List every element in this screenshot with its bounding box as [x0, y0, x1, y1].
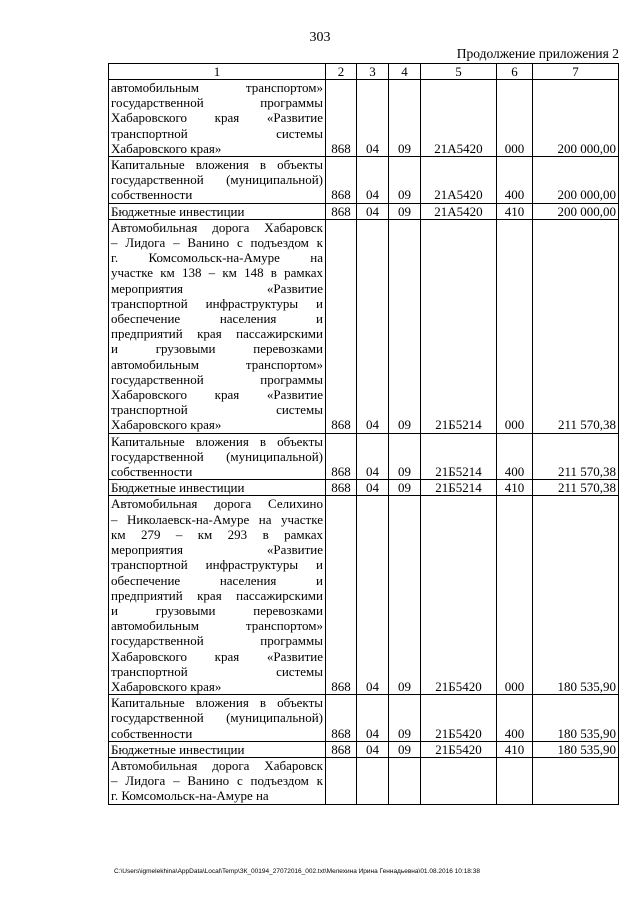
- item-name-line: обеспечение населения и: [111, 311, 323, 327]
- subsection-cell: 09: [389, 203, 421, 219]
- admin-code-cell: 868: [326, 433, 357, 480]
- item-name-cell: [109, 203, 326, 219]
- target-article-cell: 21Б5214: [421, 433, 497, 480]
- expense-type-cell: 410: [497, 741, 533, 757]
- section-cell: 04: [357, 157, 389, 204]
- item-name-line: мероприятия «Развитие: [111, 280, 323, 296]
- item-name-line: Автомобильная дорога Хабаровск: [111, 219, 323, 235]
- item-name-line: Хабаровского края»: [111, 678, 222, 694]
- amount-cell: 211 570,38: [533, 480, 619, 496]
- admin-code-cell: 868: [326, 219, 357, 433]
- item-name-line: транспортной системы: [111, 402, 323, 418]
- expense-type-cell: 000: [497, 80, 533, 157]
- header-cell: 4: [389, 64, 421, 80]
- table-row: [109, 695, 619, 742]
- item-name-cell: [109, 496, 326, 695]
- table-row: [109, 757, 619, 804]
- section-cell: 04: [357, 741, 389, 757]
- item-name-cell: [109, 695, 326, 742]
- target-article-cell: 21Б5420: [421, 695, 497, 742]
- item-name-line: транспортной инфраструктуры и: [111, 557, 323, 573]
- item-name-cell: [109, 480, 326, 496]
- item-name-line: автомобильным транспортом»: [111, 356, 323, 372]
- item-name-line: Хабаровского края «Развитие: [111, 648, 323, 664]
- amount-cell: 200 000,00: [533, 203, 619, 219]
- subsection-cell: 09: [389, 157, 421, 204]
- subsection-cell: 09: [389, 695, 421, 742]
- table-row: [109, 741, 619, 757]
- item-name-line: государственной (муниципальной): [111, 710, 323, 726]
- item-name-line: Хабаровского края «Развитие: [111, 387, 323, 403]
- expense-type-cell: 410: [497, 480, 533, 496]
- item-name-line: государственной программы: [111, 95, 323, 111]
- expense-type-cell: 400: [497, 433, 533, 480]
- item-name-line: Хабаровского края»: [111, 140, 222, 156]
- item-name-line: Бюджетные инвестиции: [111, 741, 245, 757]
- page-number: 303: [309, 30, 331, 45]
- item-name-cell: [109, 433, 326, 480]
- admin-code-cell: 868: [326, 741, 357, 757]
- header-cell: 7: [533, 64, 619, 80]
- target-article-cell: 21А5420: [421, 203, 497, 219]
- target-article-cell: 21А5420: [421, 80, 497, 157]
- table-row: [109, 219, 619, 433]
- item-name-line: транспортной системы: [111, 125, 323, 141]
- item-name-cell: [109, 157, 326, 204]
- admin-code-cell: 868: [326, 496, 357, 695]
- budget-table: [108, 63, 619, 805]
- item-name-line: Хабаровского края «Развитие: [111, 110, 323, 126]
- target-article-cell: 21А5420: [421, 157, 497, 204]
- admin-code-cell: [326, 757, 357, 804]
- item-name-line: государственной (муниципальной): [111, 172, 323, 188]
- header-cell: 6: [497, 64, 533, 80]
- file-path-footer: C:\Users\igmelekhina\AppData\Local\Temp\ЗК_00194_27072016_002.txt\Мелехина Ирина Геннадьевна\01.08.2016 10:18:38: [114, 868, 480, 875]
- expense-type-cell: 000: [497, 219, 533, 433]
- item-name-line: Хабаровского края»: [111, 417, 222, 433]
- subsection-cell: 09: [389, 80, 421, 157]
- item-name-line: Бюджетные инвестиции: [111, 203, 245, 219]
- continuation-label: Продолжение приложения 2: [456, 46, 619, 61]
- item-name-line: г. Комсомольск-на-Амуре на: [111, 788, 269, 804]
- table-row: [109, 496, 619, 695]
- subsection-cell: [389, 757, 421, 804]
- expense-type-cell: [497, 757, 533, 804]
- expense-type-cell: 000: [497, 496, 533, 695]
- table-row: [109, 203, 619, 219]
- item-name-line: государственной (муниципальной): [111, 448, 323, 464]
- item-name-line: Автомобильная дорога Хабаровск: [111, 757, 323, 773]
- item-name-line: предприятий края пассажирскими: [111, 326, 323, 342]
- item-name-line: – Лидога – Ванино с подъездом к: [111, 773, 323, 789]
- item-name-line: и грузовыми перевозками: [111, 602, 323, 618]
- item-name-line: и грузовыми перевозками: [111, 341, 323, 357]
- table-row: [109, 157, 619, 204]
- subsection-cell: 09: [389, 433, 421, 480]
- amount-cell: 200 000,00: [533, 80, 619, 157]
- item-name-line: государственной программы: [111, 371, 323, 387]
- table-row: [109, 480, 619, 496]
- amount-cell: 211 570,38: [533, 219, 619, 433]
- section-cell: 04: [357, 480, 389, 496]
- expense-type-cell: 410: [497, 203, 533, 219]
- target-article-cell: 21Б5214: [421, 480, 497, 496]
- header-cell: 3: [357, 64, 389, 80]
- admin-code-cell: 868: [326, 157, 357, 204]
- target-article-cell: [421, 757, 497, 804]
- section-cell: 04: [357, 203, 389, 219]
- item-name-line: мероприятия «Развитие: [111, 542, 323, 558]
- admin-code-cell: 868: [326, 203, 357, 219]
- subsection-cell: 09: [389, 480, 421, 496]
- amount-cell: 200 000,00: [533, 157, 619, 204]
- amount-cell: 180 535,90: [533, 741, 619, 757]
- header-cell: 5: [421, 64, 497, 80]
- item-name-cell: [109, 741, 326, 757]
- table-row: [109, 433, 619, 480]
- item-name-line: г. Комсомольск-на-Амуре на: [111, 250, 323, 266]
- item-name-line: автомобильным транспортом»: [111, 80, 323, 95]
- item-name-line: обеспечение населения и: [111, 572, 323, 588]
- item-name-line: Капитальные вложения в объекты: [111, 433, 323, 449]
- target-article-cell: 21Б5214: [421, 219, 497, 433]
- item-name-cell: [109, 757, 326, 804]
- amount-cell: 180 535,90: [533, 496, 619, 695]
- item-name-line: км 279 – км 293 в рамках: [111, 526, 323, 542]
- item-name-cell: [109, 80, 326, 157]
- item-name-line: транспортной системы: [111, 663, 323, 679]
- item-name-line: транспортной инфраструктуры и: [111, 295, 323, 311]
- item-name-line: собственности: [111, 725, 193, 741]
- section-cell: 04: [357, 496, 389, 695]
- section-cell: [357, 757, 389, 804]
- item-name-line: государственной программы: [111, 633, 323, 649]
- subsection-cell: 09: [389, 741, 421, 757]
- subsection-cell: 09: [389, 219, 421, 433]
- item-name-line: участке км 138 – км 148 в рамках: [111, 265, 323, 281]
- admin-code-cell: 868: [326, 80, 357, 157]
- item-name-line: Автомобильная дорога Селихино: [111, 496, 323, 512]
- item-name-line: – Лидога – Ванино с подъездом к: [111, 235, 323, 251]
- amount-cell: 180 535,90: [533, 695, 619, 742]
- target-article-cell: 21Б5420: [421, 741, 497, 757]
- admin-code-cell: 868: [326, 480, 357, 496]
- section-cell: 04: [357, 433, 389, 480]
- target-article-cell: 21Б5420: [421, 496, 497, 695]
- expense-type-cell: 400: [497, 157, 533, 204]
- amount-cell: 211 570,38: [533, 433, 619, 480]
- item-name-line: Бюджетные инвестиции: [111, 480, 245, 496]
- item-name-cell: [109, 219, 326, 433]
- admin-code-cell: 868: [326, 695, 357, 742]
- amount-cell: [533, 757, 619, 804]
- item-name-line: автомобильным транспортом»: [111, 618, 323, 634]
- header-cell: 1: [109, 64, 326, 80]
- item-name-line: Капитальные вложения в объекты: [111, 695, 323, 711]
- subsection-cell: 09: [389, 496, 421, 695]
- header-row: [109, 64, 619, 80]
- header-cell: 2: [326, 64, 357, 80]
- item-name-line: собственности: [111, 464, 193, 480]
- section-cell: 04: [357, 219, 389, 433]
- section-cell: 04: [357, 80, 389, 157]
- table-row: [109, 80, 619, 157]
- section-cell: 04: [357, 695, 389, 742]
- item-name-line: – Николаевск-на-Амуре на участке: [111, 511, 323, 527]
- item-name-line: Капитальные вложения в объекты: [111, 157, 323, 173]
- item-name-line: предприятий края пассажирскими: [111, 587, 323, 603]
- expense-type-cell: 400: [497, 695, 533, 742]
- item-name-line: собственности: [111, 187, 193, 203]
